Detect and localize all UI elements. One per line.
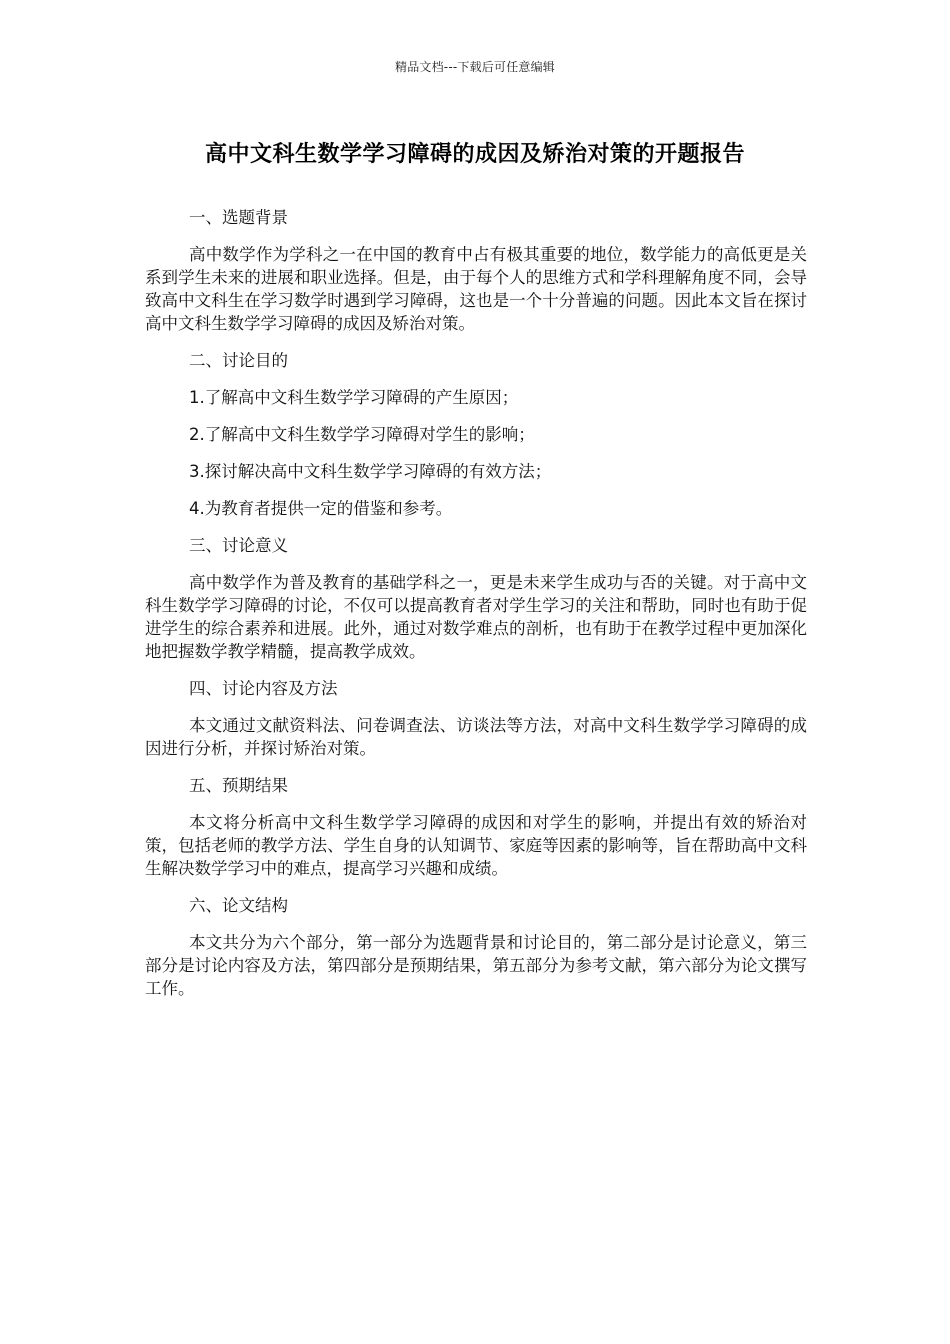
document-title: 高中文科生数学学习障碍的成因及矫治对策的开题报告: [204, 142, 745, 167]
section-heading-significance: 三、讨论意义: [189, 536, 288, 555]
section-heading-methods: 四、讨论内容及方法: [189, 679, 338, 698]
section-heading-expected-results: 五、预期结果: [189, 776, 288, 795]
section-heading-structure: 六、论文结构: [189, 896, 288, 915]
list-item: 1.了解高中文科生数学学习障碍的产生原因；: [189, 388, 519, 407]
section-heading-background: 一、选题背景: [189, 208, 288, 227]
list-item: 4.为教育者提供一定的借鉴和参考。: [189, 499, 453, 518]
document-body: [145, 206, 807, 1014]
paragraph-expected-results: 本文将分析高中文科生数学学习障碍的成因和对学生的影响，并提出有效的矫治对策，包括老师的教学方法、学生自身的认知调节、家庭等因素的影响等，旨在帮助高中文科生解决数学学习中的难点，提高学习兴趣和成绩。: [145, 813, 807, 878]
paragraph-structure: 本文共分为六个部分，第一部分为选题背景和讨论目的，第二部分是讨论意义，第三部分是讨论内容及方法，第四部分是预期结果，第五部分为参考文献，第六部分为论文撰写工作。: [145, 933, 807, 998]
paragraph-background: 高中数学作为学科之一在中国的教育中占有极其重要的地位，数学能力的高低更是关系到学生未来的进展和职业选择。但是，由于每个人的思维方式和学科理解角度不同，会导致高中文科生在学习数学时遇到学习障碍，这也是一个十分普遍的问题。因此本文旨在探讨高中文科生数学学习障碍的成因及矫治对策。: [145, 245, 807, 333]
paragraph-methods: 本文通过文献资料法、问卷调查法、访谈法等方法，对高中文科生数学学习障碍的成因进行分析，并探讨矫治对策。: [145, 716, 807, 758]
page-header: 精品文档---下载后可任意编辑: [395, 60, 555, 74]
list-item: 3.探讨解决高中文科生数学学习障碍的有效方法；: [189, 462, 552, 481]
paragraph-significance: 高中数学作为普及教育的基础学科之一，更是未来学生成功与否的关键。对于高中文科生数学学习障碍的讨论，不仅可以提高教育者对学生学习的关注和帮助，同时也有助于促进学生的综合素养和进展。此外，通过对数学难点的剖析，也有助于在教学过程中更加深化地把握数学教学精髓，提高教学成效。: [145, 573, 807, 661]
list-item: 2.了解高中文科生数学学习障碍对学生的影响；: [189, 425, 535, 444]
section-heading-purpose: 二、讨论目的: [189, 351, 288, 370]
